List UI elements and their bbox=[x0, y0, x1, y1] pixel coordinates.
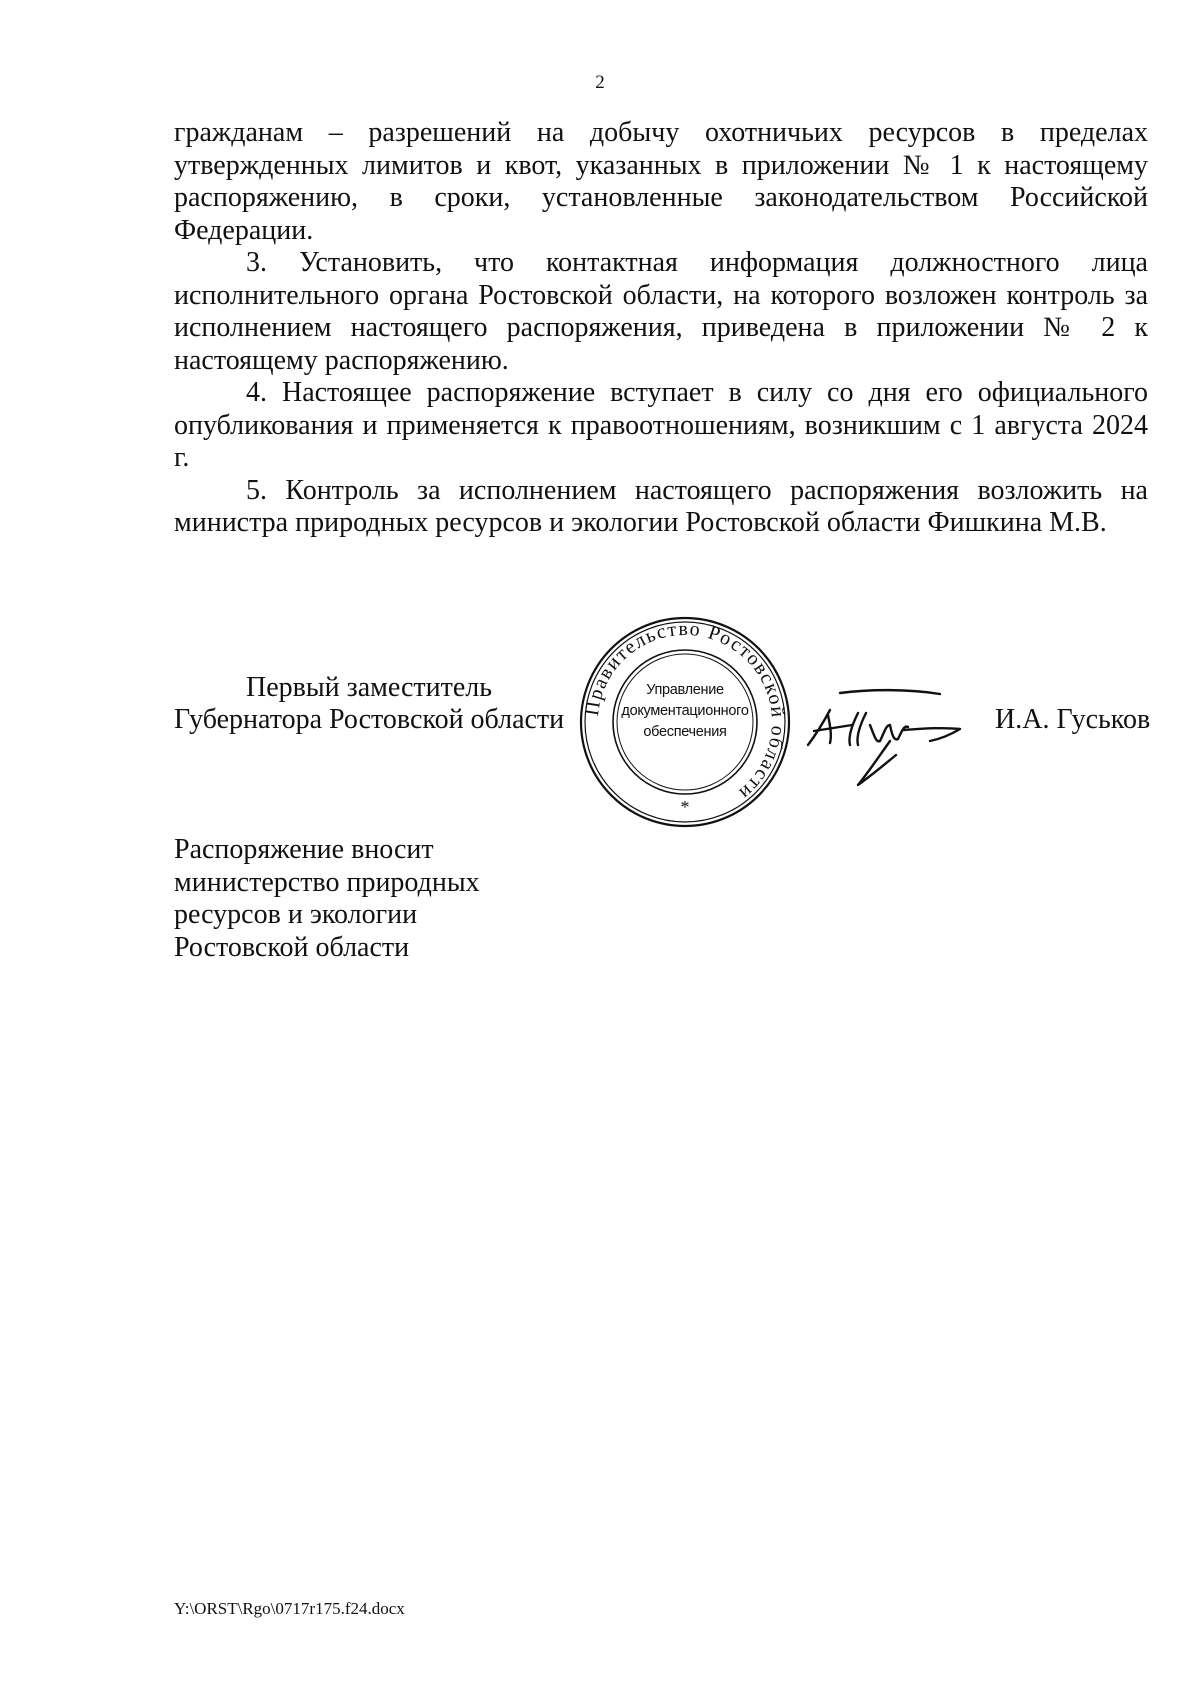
paragraph-item-4: 4. Настоящее распоряжение вступает в силу со дня его официального опубликования и применяется к правоотношениям, возникшим с 1 августа 2024 г. bbox=[174, 377, 1148, 473]
submitter-line: Ростовской области bbox=[174, 931, 410, 963]
seal-star: * bbox=[680, 797, 690, 817]
official-seal bbox=[578, 615, 792, 829]
file-path-footer: Y:\ORST\Rgo\0717r175.f24.docx bbox=[174, 1599, 405, 1618]
seal-center-line: документационного bbox=[621, 703, 749, 719]
seal-center-line: Управление bbox=[646, 682, 724, 698]
paragraph-item-3: 3. Установить, что контактная информация должностного лица исполнительного органа Ростовской области, на которого возложен контроль за исполнением настоящего распоряжения, приведена в приложении № 2 к настоящему распоряжению. bbox=[174, 247, 1148, 376]
paragraph-continuation: гражданам – разрешений на добычу охотничьих ресурсов в пределах утвержденных лимитов и квот, указанных в приложении № 1 к настоящему распоряжению, в сроки, установленные законодательством Российской Федерации. bbox=[174, 117, 1148, 246]
page-number: 2 bbox=[595, 72, 605, 93]
signatory-name: И.А. Гуськов bbox=[995, 704, 1151, 735]
signatory-title-line2: Губернатора Ростовской области bbox=[174, 704, 565, 735]
submitter-line: Распоряжение вносит bbox=[174, 834, 434, 865]
submitter-line: министерство природных bbox=[174, 866, 480, 898]
svg-text:Правительство Ростовской облас bbox=[581, 618, 789, 805]
seal-center-text bbox=[618, 680, 752, 743]
document-body bbox=[174, 117, 1148, 540]
submitter-line: ресурсов и экологии bbox=[174, 899, 418, 930]
submitter-note bbox=[174, 834, 480, 964]
handwritten-signature bbox=[800, 685, 980, 795]
signatory-title-line1: Первый заместитель bbox=[246, 672, 493, 703]
paragraph-item-5: 5. Контроль за исполнением настоящего распоряжения возложить на министра природных ресурсов и экологии Ростовской области Фишкина М.В. bbox=[174, 474, 1148, 538]
seal-ring-text: Правительство Ростовской области bbox=[581, 617, 790, 805]
seal-center-line: обеспечения bbox=[643, 724, 727, 740]
